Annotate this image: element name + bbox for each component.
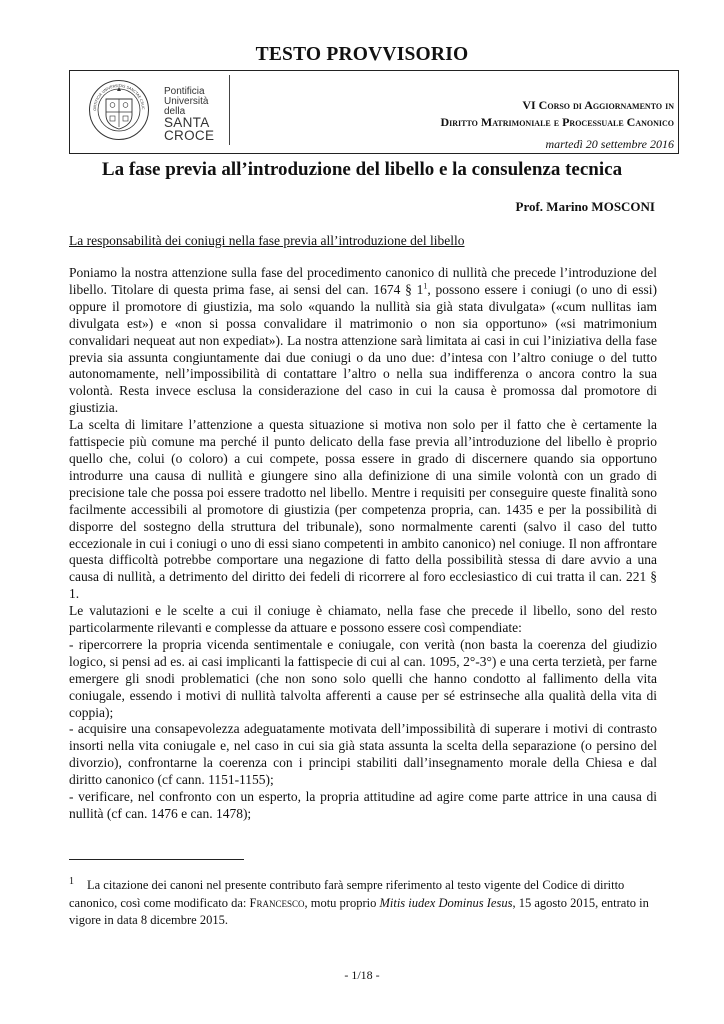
course-banner [69,70,679,154]
lecture-title: La fase previa all’introduzione del libello e la consulenza tecnica [101,159,623,180]
list-item: - verificare, nel confronto con un esperto, la propria attitudine ad agire come parte attrice in una causa di nullità (cf can. 1476 e can. 1478); [69,789,657,821]
footnote-author: Francesco [249,895,305,910]
author-name: Prof. Marino MOSCONI [515,199,655,214]
university-logo [76,75,230,145]
section-heading: La responsabilità dei coniugi nella fase previa all’introduzione del libello [69,233,465,248]
list-item: - acquisire una consapevolezza adeguatamente motivata dell’impossibilità di superare i motivi di contrasto insorti nella vita coniugale e, nel caso in cui sia già stata assunta la scelta della separazione (o persino del divorzio), confrontarne la coerenza con i principi stabiliti dall’insegnamento morale della Chiesa e dal diritto canonico (cf cann. 1151-1155); [69,721,657,788]
list-item: - ripercorrere la propria vicenda sentimentale e coniugale, con verità (non basta la coerenza del giudizio logico, si pensi ad es. ai casi implicanti la fattispecie di cui al can. 1095, 2°-3°) e una certa terzietà, per farne emergere gli snodi problematici (che non sono solo quelli che hanno condotto al fallimento della vita coniugale, essendo i motivi di nullità talvolta afferenti a cause per sé estrinseche alla qualità della vita di coppia); [69,636,657,720]
university-name-line: della [164,106,186,117]
paragraph: La scelta di limitare l’attenzione a questa situazione si motiva non solo per il fatto che è certamente la fattispecie più comune ma perché il punto delicato della fase previa all’introduzione del libello è proprio quello che, colui (o coloro) a cui compete, possa essere in grado di discernere quando sia opportuno introdurre una causa di nullità e giungere sino alla definizione di una simile volontà con un grado di precisione tale che possa poi essere tradotto nel libello. Mentre i requisiti per conseguire queste finalità sono facilmente accessibili al promotore di giustizia (per competenza propria, can. 1435 e per la possibilità di disporre del sostegno della struttura del tribunale), sono normalmente carenti (salvo il caso del tutto eccezionale in cui i coniugi o uno di essi siano competenti in ambito canonico) nel coniuge. Il non affrontare questa difficoltà potrebbe comportare una negazione di fatto della possibilità stessa di dare avvio a una causa di nullità, a detrimento del diritto dei fedeli di ricorrere al foro ecclesiastico di cui tratta il can. 221 § 1. [69,417,657,602]
page-number: - 1/18 - [344,968,380,982]
university-name-line: Università [164,96,209,107]
course-title-line: Diritto Matrimoniale e Processuale Canonico [440,115,674,129]
paragraph [69,265,657,417]
university-name-line: SANTA [164,115,210,130]
footnote-number: 1 [69,876,74,887]
footnote-text: , motu proprio [304,895,380,910]
paragraph-text: , possono essere i coniugi (o uno di essi) oppure il promotore di giustizia, ma solo «quando la nullità sia già stata divulgata» («cum nullitas iam divulgata est») e «non si possa convalidare il matrimonio o non sia opportuno» («si matrimonium convalidari nequeat aut non expediat»). La nostra attenzione sarà limitata ai casi in cui l’iniziativa della fase previa sia assunta congiuntamente dai due coniugi o da uno due: d’intesa con l’altro coniuge o del tutto autonomamente, nell’impossibilità di contattare l’altro o nella sua indifferenza o ancora contro la sua volontà. Resta invece esclusa la considerazione del caso in cui la causa è promossa dal promotore di giustizia. [69,281,657,416]
footnote-reference[interactable]: 1 [423,281,428,291]
footnote-text: La citazione dei canoni nel presente contributo farà sempre riferimento al testo vigente del Codice di diritto canonico, così come modificato da: [69,878,625,910]
university-name-line: Pontificia [164,86,205,97]
footnote-text: , 15 agosto 2015, entrato in vigore in data 8 dicembre 2015. [69,895,649,927]
course-date: martedì 20 settembre 2016 [545,137,674,151]
footnote-separator [69,859,244,860]
course-title [440,97,674,131]
university-name-line: CROCE [164,127,215,143]
university-seal-icon [88,79,150,141]
seal-text: ONTIFICIA UNIVERSITAS SANCTAE CRUC [92,83,146,111]
body-text [69,265,657,823]
paragraph-text: Poniamo la nostra attenzione sulla fase del procedimento canonico di nullità che precede l’introduzione del libello. Titolare di questa prima fase, ai sensi del can. 1674 § 1 [69,265,657,297]
course-title-line: VI Corso di Aggiornamento in [522,98,674,112]
document-header-title: TESTO PROVVISORIO [255,44,469,65]
footnote-work-title: Mitis iudex Dominus Iesus [379,895,513,910]
university-name [164,87,214,142]
footnote [69,877,657,930]
svg-text:PONTIFICIA UNIVERSITAS SANCTAE [88,79,145,111]
paragraph: Le valutazioni e le scelte a cui il coniuge è chiamato, nella fase che precede il libello, sono del resto particolarmente rilevanti e complesse da attuare e possono essere così compendiate: [69,603,657,636]
